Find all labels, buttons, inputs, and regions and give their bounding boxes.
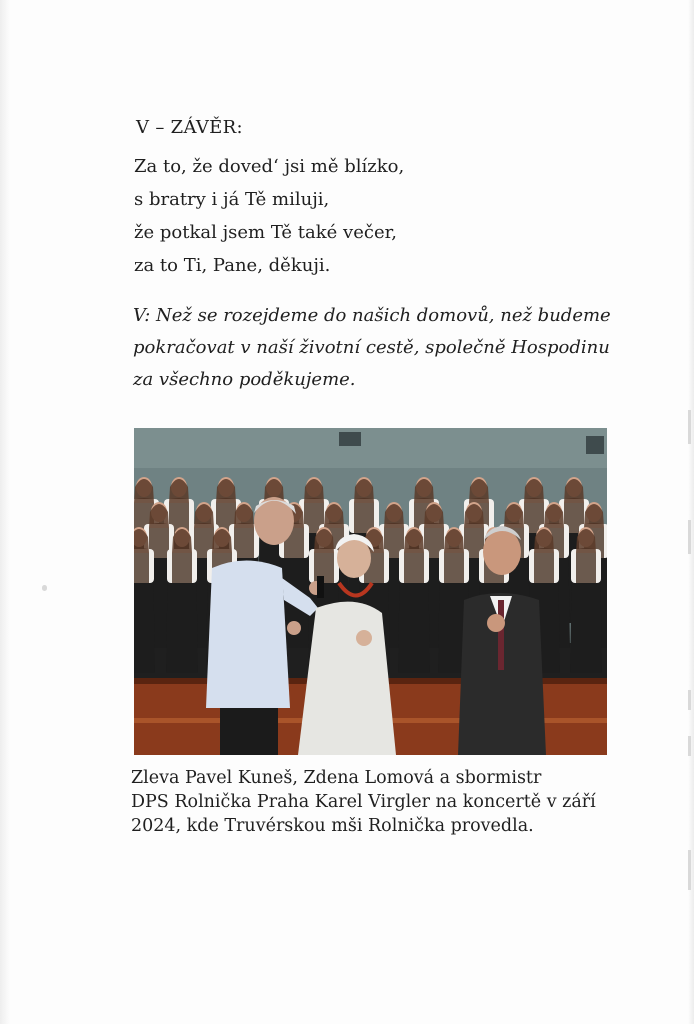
scan-mark [688, 520, 691, 554]
scan-mark [688, 410, 691, 444]
scan-mark [688, 850, 691, 890]
verse-line: Za to, že doved‘ jsi mě blízko, [134, 156, 405, 177]
scan-mark [42, 585, 47, 591]
section-heading: V – ZÁVĚR: [136, 117, 243, 138]
verse-line: že potkal jsem Tě také večer, [134, 222, 397, 243]
caption-line: 2024, kde Truvérskou mši Rolnička provedla. [131, 816, 534, 836]
photo-caption [131, 766, 611, 838]
concert-photo [134, 428, 607, 755]
scan-mark [688, 690, 691, 710]
caption-line: DPS Rolnička Praha Karel Virgler na koncertě v září [131, 792, 596, 812]
verse-line: s bratry i já Tě miluji, [134, 189, 330, 210]
scan-edge-left [0, 0, 10, 1024]
caption-line: Zleva Pavel Kuneš, Zdena Lomová a sbormistr [131, 768, 542, 788]
scan-mark [688, 736, 691, 756]
closing-prayer: V: Než se rozejdeme do našich domovů, než budeme pokračovat v naší životní cestě, společně Hospodinu za všechno poděkujeme. [133, 305, 611, 390]
verse-line: za to Ti, Pane, děkuji. [134, 255, 331, 276]
verse-block [134, 150, 404, 282]
